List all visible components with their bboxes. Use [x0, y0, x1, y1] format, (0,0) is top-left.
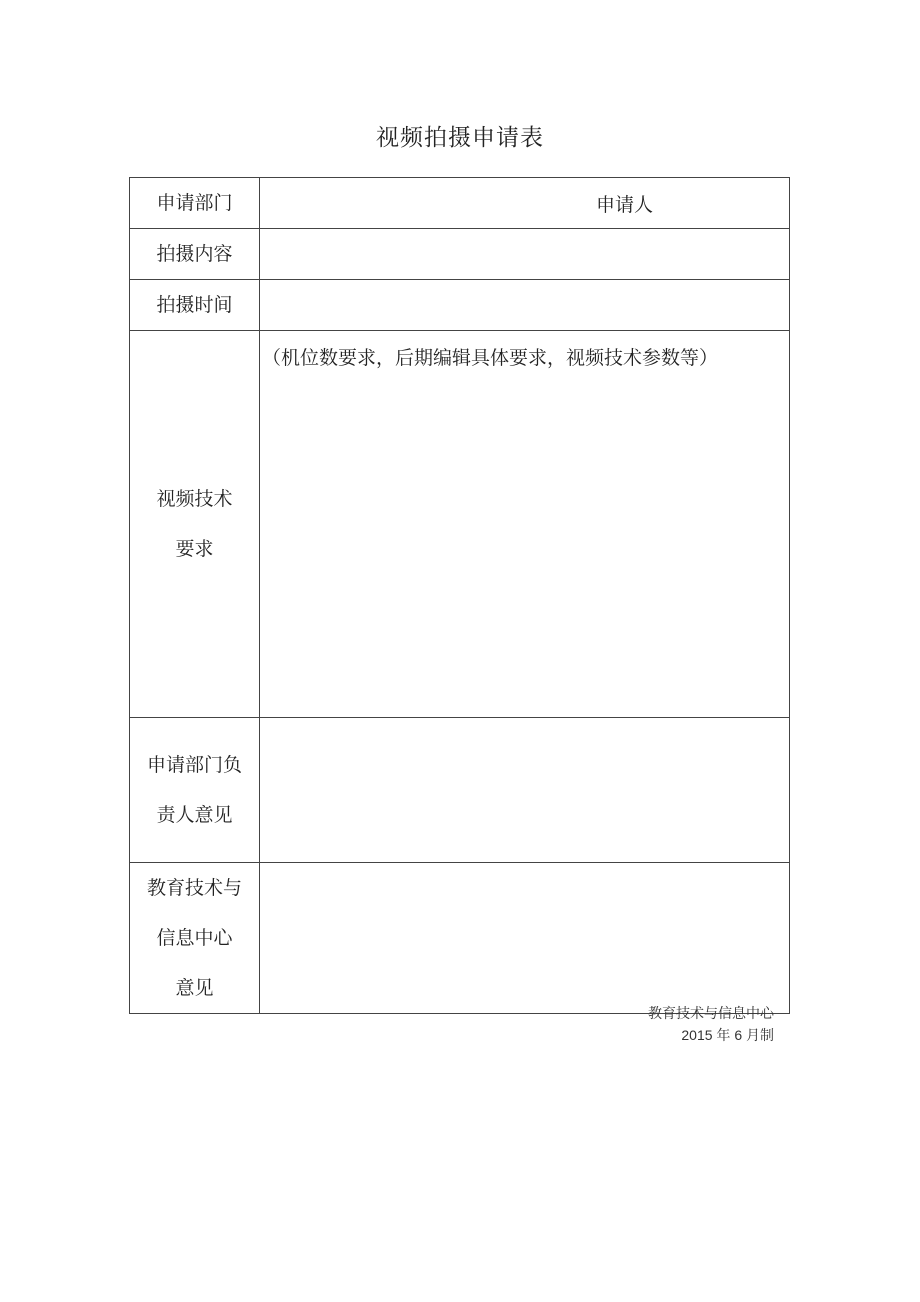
center-opinion-label [130, 863, 260, 1014]
tech-requirements-label [130, 331, 260, 718]
tech-label-line2: 要求 [175, 538, 214, 560]
content-field[interactable] [260, 229, 790, 280]
time-field[interactable] [260, 280, 790, 331]
time-label: 拍摄时间 [130, 280, 260, 331]
applicant-label: 申请人 [595, 193, 653, 216]
tech-label-line1: 视频技术 [156, 488, 233, 510]
table-row-center-opinion [130, 863, 790, 1014]
footer [648, 1004, 774, 1046]
center-opinion-field[interactable] [260, 863, 790, 1014]
table-row-time [130, 280, 790, 331]
dept-head-opinion-field[interactable] [260, 718, 790, 863]
center-label-line1: 教育技术与 [146, 877, 242, 899]
dept-head-label-line2: 责人意见 [156, 804, 233, 826]
tech-requirements-field[interactable] [260, 331, 790, 718]
footer-date: 2015 年 6 月制 [681, 1027, 774, 1043]
table-row-dept-head-opinion [130, 718, 790, 863]
content-label: 拍摄内容 [130, 229, 260, 280]
table-row-content [130, 229, 790, 280]
tech-requirements-hint: （机位数要求，后期编辑具体要求，视频技术参数等） [262, 347, 719, 369]
table-row-tech-requirements [130, 331, 790, 718]
center-label-line3: 意见 [175, 977, 214, 999]
center-label-line2: 信息中心 [156, 927, 233, 949]
dept-head-opinion-label [130, 718, 260, 863]
applicant-field[interactable] [260, 178, 790, 229]
footer-org: 教育技术与信息中心 [648, 1006, 774, 1022]
page-title: 视频拍摄申请表 [376, 125, 544, 151]
table-row-department [130, 178, 790, 229]
department-label: 申请部门 [130, 178, 260, 229]
dept-head-label-line1: 申请部门负 [146, 754, 242, 776]
application-form-table [129, 177, 790, 1014]
